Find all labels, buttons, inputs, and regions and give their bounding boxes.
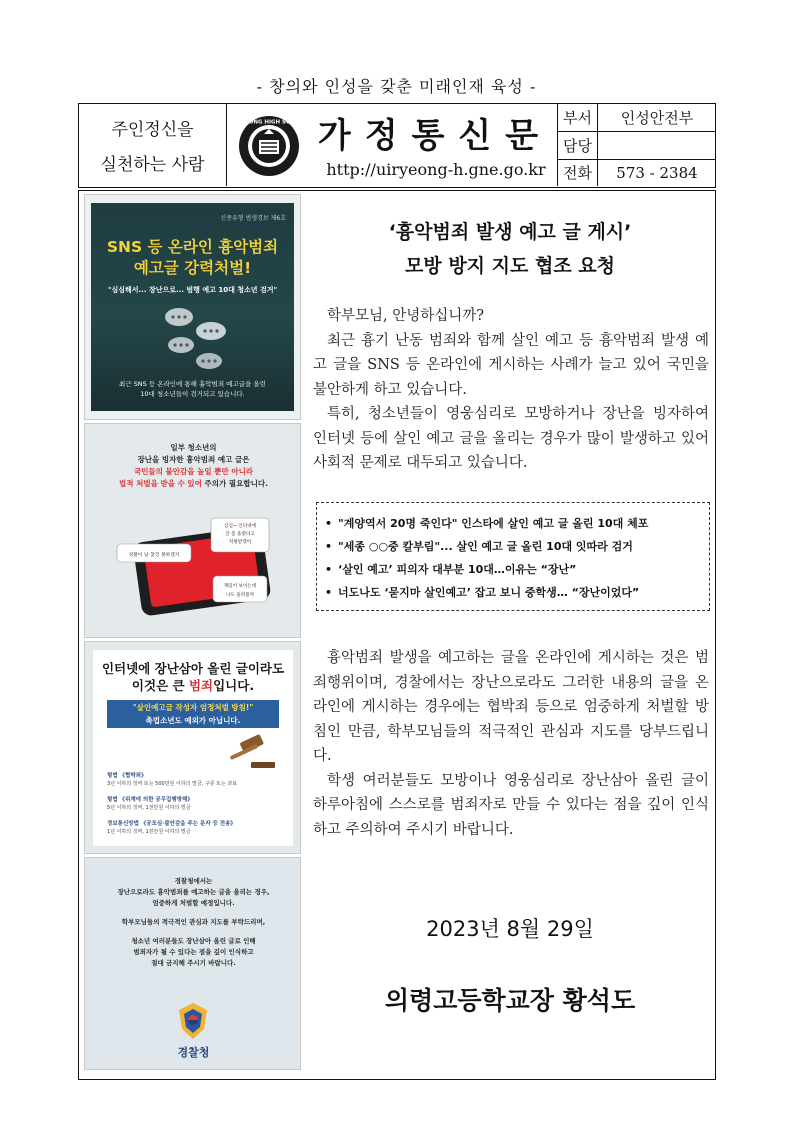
newsletter-title: 가정통신문 <box>317 116 553 156</box>
warning-line-4-red: 법적 처벌을 받을 수 있어 <box>119 479 202 488</box>
paragraph-3: 흉악범죄 발생을 예고하는 글을 온라인에 게시하는 것은 범죄행위이며, 경찰에서는 장난으로라도 그러한 내용의 글을 온라인에 게시하는 경우에는 협박죄 등으로 엄중하게 처벌할 방침인 만큼, 학부모님들의 적극적인 관심과 지도를 당부드립니다. <box>313 650 709 764</box>
law-headline-part-a: 이것은 큰 <box>131 678 189 693</box>
poster-footnote <box>91 379 294 399</box>
logo-ring-text: UIRYEONG HIGH SCHOOL <box>230 119 308 126</box>
law-item-3 <box>107 820 277 836</box>
school-slogan <box>79 104 227 186</box>
phone-bubble-text-2: 경찰이 날 찾진 못하겠지 <box>128 553 180 558</box>
poster-police-notice <box>84 857 301 1070</box>
law-item-2 <box>107 796 277 812</box>
law-headline-line-1: 인터넷에 장난삼아 올린 글이라도 <box>101 661 285 676</box>
warning-line-3: 국민들의 불안감을 높일 뿐만 아니라 <box>133 467 254 476</box>
law-banner-line-2: 촉법소년도 예외가 아닙니다. <box>145 716 241 725</box>
phone-bubble-text-1a: 심심~ 인터넷에 <box>224 524 256 529</box>
phone-bubble-text-3b: 나도 올려볼까 <box>225 593 255 598</box>
poster-headline-line-1: SNS 등 온라인 흉악범죄 <box>106 238 279 256</box>
article-headline-2: 모방 방지 지도 협조 요청 <box>405 255 615 277</box>
manager-label: 담당 <box>558 132 598 158</box>
slogan-line-1: 주인정신을 <box>111 120 194 140</box>
poster-sns-crime-card <box>91 203 294 411</box>
poster-warning-text <box>85 442 302 490</box>
poster-youth-warning <box>84 423 301 638</box>
law-banner <box>107 700 279 728</box>
gavel-icon <box>221 734 277 770</box>
paragraph-2: 특히, 청소년들이 영웅심리로 모방하거나 장난을 빙자하여 인터넷 등에 살인 예고 글을 올리는 경우가 많이 발생하고 있어 사회적 문제로 대두되고 있습니다. <box>313 406 709 471</box>
speech-bubbles-icon <box>151 303 241 375</box>
police-line-1: 경찰청에서는 <box>174 877 213 885</box>
police-line-6: 범죄자가 될 수 있다는 점을 깊이 인식하고 <box>133 948 254 956</box>
contact-info-grid <box>557 104 715 186</box>
law-headline-part-c: 입니다. <box>213 678 255 693</box>
manager-value <box>598 132 716 158</box>
warning-line-1: 일부 청소년의 <box>170 443 217 452</box>
greeting-text: 학부모님, 안녕하십니까? <box>327 308 485 324</box>
warning-line-4 <box>85 478 302 490</box>
police-line-4: 학부모님들의 적극적인 관심과 지도를 부탁드리며, <box>121 918 266 926</box>
law-item-3-desc: 1년 이하의 징역, 1천만원 이하의 벌금 <box>107 829 191 835</box>
news-item: • ‘살인 예고’ 피의자 대부분 10대…이유는 “장난” <box>325 558 701 581</box>
poster-headline-line-2: 예고글 강력처벌! <box>133 259 252 277</box>
paragraph-4: 학생 여러분들도 모방이나 영웅심리로 장난삼아 올린 글이 하루아침에 스스로를 범죄자로 만들 수 있다는 점을 깊이 인식하고 주의하여 주시기 바랍니다. <box>313 772 709 838</box>
poster-law-headline <box>93 660 293 694</box>
law-item-3-title: 정보통신망법 《공포심·불안감을 주는 문자 등 전송》 <box>107 821 236 827</box>
news-item: • "세종 ○○중 칼부림"... 살인 예고 글 올린 10대 잇따라 검거 <box>325 535 701 558</box>
phone-label: 전화 <box>558 160 598 186</box>
phone-bubble-text-1c: 처벌받겠어 <box>228 540 252 545</box>
poster-footnote-line-1: 최근 SNS 등 온라인에 통해 흉악범죄 예고글을 올린 <box>119 380 266 388</box>
manager-row <box>558 131 716 158</box>
smartphone-icon <box>115 516 275 612</box>
poster-criminal-law <box>84 641 301 854</box>
law-banner-line-1: "살인예고글 작성자 엄정처벌 방침!" <box>132 703 254 712</box>
school-url-link[interactable]: http://uiryeong-h.gne.go.kr <box>326 160 546 179</box>
poster-headline <box>91 237 294 279</box>
newsletter-body <box>78 190 716 1080</box>
poster-footnote-line-2: 10대 청소년들이 검거되고 있습니다. <box>140 390 245 398</box>
police-line-7: 절대 금지해 주시기 바랍니다. <box>151 959 236 967</box>
poster-series-label: 신종유형 범생경보 제6호 <box>220 215 286 222</box>
phone-bubble-text-3a: 재밌어 보이는데 <box>223 584 257 589</box>
paragraph-1: 최근 흉기 난동 범죄와 함께 살인 예고 등 흉악범죄 발생 예고 글을 SNS 등 온라인에 게시하는 사례가 늘고 있어 국민을 불안하게 하고 있습니다. <box>313 332 709 398</box>
poster-quote: "심심해서... 장난으로... 범행 예고 10대 청소년 검거" <box>107 286 278 294</box>
article-headline-1: ‘흉악범죄 발생 예고 글 게시’ <box>388 221 632 243</box>
law-headline-line-2 <box>93 677 293 694</box>
slogan-line-2: 실천하는 사람 <box>100 155 205 175</box>
phone-bubble-text-1b: 글 좀 올렸다고 <box>225 532 255 537</box>
principal-signature: 의령고등학교장 황석도 <box>384 986 636 1015</box>
law-item-2-title: 형법 《위계에 의한 공무집행방해》 <box>107 797 193 803</box>
law-item-1-desc: 3년 이하의 징역 또는 500만원 이하의 벌금, 구류 또는 과료 <box>107 781 238 787</box>
police-notice-text <box>85 876 302 969</box>
article-intro <box>313 304 709 476</box>
article-body <box>313 646 709 842</box>
police-line-3: 엄중하게 처벌할 예정입니다. <box>152 899 235 907</box>
law-headline-part-b: 범죄 <box>188 678 214 693</box>
police-agency-label: 경찰청 <box>177 1046 210 1059</box>
police-line-2: 장난으로라도 흉악범죄를 예고하는 글을 올리는 경우, <box>117 888 270 896</box>
warning-line-4-rest: 주의가 필요합니다. <box>201 479 268 488</box>
police-emblem-icon <box>173 1001 213 1041</box>
poster-law-card <box>93 650 293 846</box>
school-motto: - 창의와 인성을 갖춘 미래인재 육성 - <box>256 77 537 96</box>
department-label: 부서 <box>558 104 598 131</box>
law-item-2-desc: 5년 이하의 징역, 1천만원 이하의 벌금 <box>107 805 191 811</box>
warning-line-2: 장난을 빙자한 흉악범죄 예고 글은 <box>137 455 250 464</box>
department-row <box>558 104 716 131</box>
poster-sns-crime <box>84 194 301 420</box>
phone-value: 573 - 2384 <box>616 163 698 182</box>
newsletter-header <box>78 103 716 188</box>
news-item: • "계양역서 20명 죽인다" 인스타에 살인 예고 글 올린 10대 체포 <box>325 512 701 535</box>
issue-date: 2023년 8월 29일 <box>426 917 594 941</box>
department-value: 인성안전부 <box>620 109 694 128</box>
law-item-1-title: 형법 《협박죄》 <box>107 773 147 779</box>
news-item: • 너도나도 ‘묻지마 살인예고’ 잡고 보니 중학생… “장난이었다” <box>325 581 701 604</box>
police-line-5: 청소년 여러분들도 장난삼아 올린 글로 인해 <box>131 937 256 945</box>
school-logo-icon <box>230 114 308 178</box>
law-item-1 <box>107 772 277 788</box>
phone-row <box>558 159 716 186</box>
news-headline-list <box>316 502 710 611</box>
